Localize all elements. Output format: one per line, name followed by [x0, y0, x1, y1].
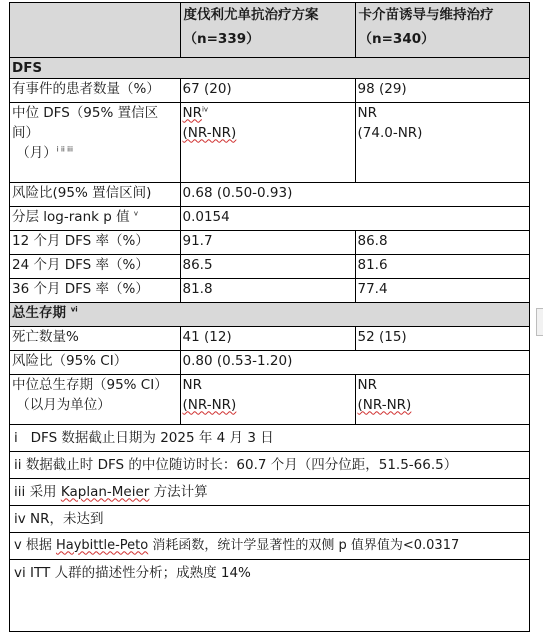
footnote-marker: iv [14, 510, 26, 527]
footnote-text: 采用 [29, 483, 61, 500]
efficacy-results-table [10, 3, 529, 586]
footnote-row [10, 532, 529, 559]
row-label-text: 分层 log-rank p 值 [12, 208, 130, 225]
footnote [10, 505, 529, 532]
footnote [10, 532, 529, 559]
cell-bcg: 77.4 [355, 278, 529, 302]
cell-durvalumab: 86.5 [180, 254, 355, 278]
footnote-row [10, 451, 529, 478]
header-durvalumab [180, 3, 355, 57]
row-label-line1: 中位 DFS（95% 置信区间） [12, 104, 159, 141]
table-row [10, 254, 529, 278]
row-label [10, 206, 180, 230]
footnote-ref: iv [201, 105, 209, 113]
table-row [10, 350, 529, 374]
footnote-marker: v [14, 537, 22, 553]
cell-merged: 0.68 (0.50-0.93) [180, 182, 529, 206]
section-row-os [10, 302, 529, 326]
cell-value-line1: NR [357, 104, 377, 121]
section-row-dfs [10, 57, 529, 78]
footnote-text: DFS 数据截止日期为 2025 年 4 月 3 日 [30, 429, 274, 446]
footnote-row [10, 424, 529, 451]
row-label: 死亡数量% [10, 326, 180, 350]
cell-durvalumab: 81.8 [180, 278, 355, 302]
footnote-marker: i [14, 429, 18, 446]
cell-bcg [355, 102, 529, 182]
footnote-text: 消耗函数，统计学显著性的双侧 p 值界值为<0.0317 [148, 537, 460, 553]
footnote [10, 559, 529, 586]
section-title-os [10, 302, 529, 326]
footnote [10, 424, 529, 451]
footnote-ref: i ii iii [56, 145, 73, 153]
cell-bcg: 81.6 [355, 254, 529, 278]
table-row [10, 206, 529, 230]
row-label [10, 374, 180, 424]
cell-value-line2: (NR-NR) [182, 124, 237, 141]
table-row [10, 326, 529, 350]
footnote-term: Haybittle-Peto [55, 537, 149, 553]
cell-bcg: 98 (29) [355, 78, 529, 102]
footnote-marker: iii [14, 483, 26, 500]
table-header-row [10, 3, 529, 57]
row-label-line2: （月） [16, 144, 57, 161]
footnote-row [10, 505, 529, 532]
footnote-row [10, 478, 529, 505]
row-label: 24 个月 DFS 率（%） [10, 254, 180, 278]
header-empty-cell [10, 3, 180, 57]
cell-bcg [355, 374, 529, 424]
cell-value-line1: NR [182, 376, 202, 393]
footnote-row [10, 559, 529, 586]
header-bcg-name: 卡介苗诱导与维持治疗 [358, 7, 494, 23]
footnote [10, 451, 529, 478]
row-label: 36 个月 DFS 率（%） [10, 278, 180, 302]
cell-durvalumab: 91.7 [180, 230, 355, 254]
footnote-text: ITT 人群的描述性分析；成熟度 14% [30, 564, 251, 581]
cell-bcg: 52 (15) [355, 326, 529, 350]
row-label-line1: 中位总生存期（95% CI） [12, 376, 168, 393]
row-label [10, 102, 180, 182]
cell-durvalumab: 41 (12) [180, 326, 355, 350]
table-row [10, 278, 529, 302]
footnote-text: 数据截止时 DFS 的中位随访时长：60.7 个月（四分位距，51.5-66.5） [25, 456, 458, 473]
table-row [10, 182, 529, 206]
cell-value-line2: (NR-NR) [182, 396, 237, 413]
table-row [10, 102, 529, 182]
header-durvalumab-name: 度伐利尤单抗治疗方案 [183, 7, 319, 23]
footnote-text: NR，未达到 [30, 510, 104, 527]
row-label: 风险比（95% CI） [10, 350, 180, 374]
section-title-text: 总生存期 [12, 304, 66, 321]
header-bcg-n: （n=340） [358, 31, 435, 47]
row-label: 风险比(95% 置信区间) [10, 182, 180, 206]
cell-durvalumab [180, 374, 355, 424]
cell-value-line2: (NR-NR) [357, 396, 412, 413]
table-row [10, 230, 529, 254]
results-table-container [9, 2, 530, 632]
header-bcg [355, 3, 529, 57]
footnote [10, 478, 529, 505]
cell-merged: 0.80 (0.53-1.20) [180, 350, 529, 374]
section-title-dfs: DFS [10, 57, 529, 78]
cell-bcg: 86.8 [355, 230, 529, 254]
cell-merged: 0.0154 [180, 206, 529, 230]
footnote-ref: vi [70, 305, 78, 313]
cell-value-line1: NR [182, 104, 202, 121]
cell-value-line1: NR [357, 376, 377, 393]
cell-durvalumab [180, 102, 355, 182]
table-row [10, 78, 529, 102]
cell-durvalumab: 67 (20) [180, 78, 355, 102]
footnote-marker: vi [14, 564, 26, 581]
row-label: 12 个月 DFS 率（%） [10, 230, 180, 254]
footnote-marker: ii [14, 456, 22, 473]
footnote-ref: v [133, 209, 139, 217]
footnote-term: Kaplan-Meier [60, 483, 150, 500]
table-row [10, 374, 529, 424]
cell-value-line2: (74.0-NR) [357, 124, 423, 141]
scrollbar-handle[interactable] [536, 308, 543, 336]
footnote-text: 方法计算 [149, 483, 208, 500]
footnote-text: 根据 [25, 537, 56, 553]
row-label-line2: （以月为单位） [16, 396, 111, 413]
header-durvalumab-n: （n=339） [183, 31, 260, 47]
row-label: 有事件的患者数量（%） [10, 78, 180, 102]
